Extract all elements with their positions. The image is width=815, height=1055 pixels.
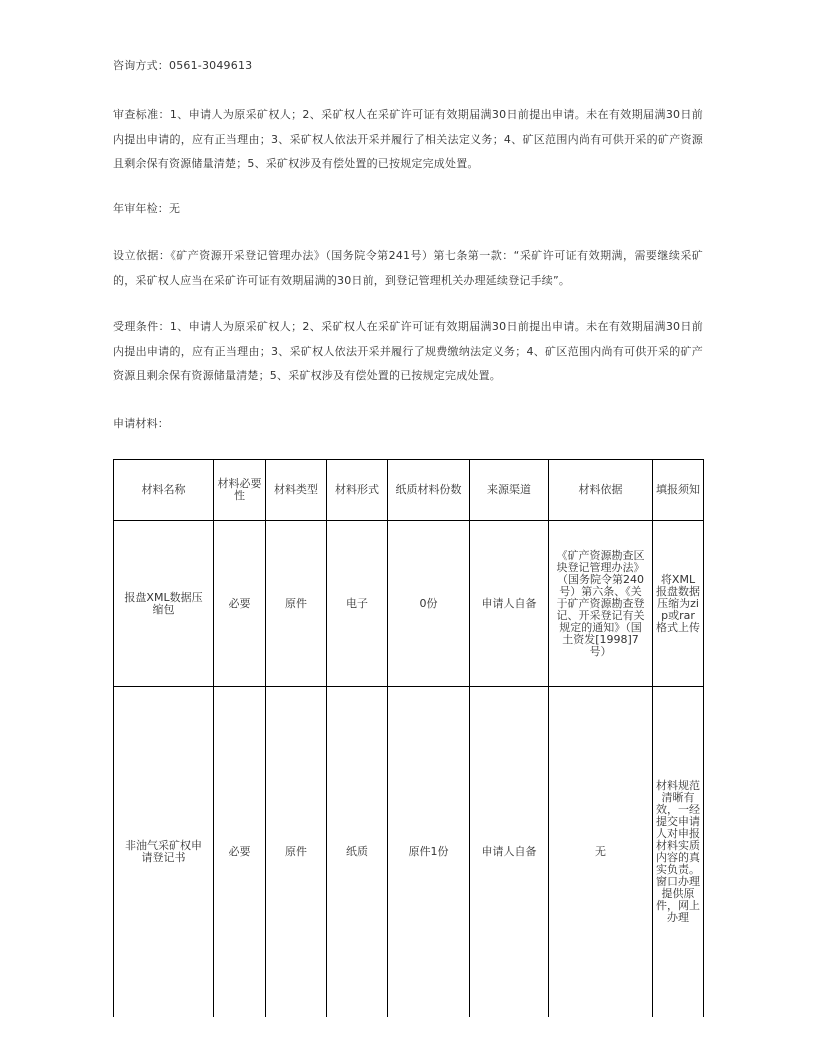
legal-basis-text: 《矿产资源开采登记管理办法》（国务院令第241号）第七条第一款：“采矿许可证有效期满，需要继续采矿的，采矿权人应当在采矿许可证有效期届满的30日前，到登记管理机关办理延续登记手续”。 xyxy=(113,249,703,287)
header-cell: 材料必要性 xyxy=(214,460,266,521)
annual-inspection-value: 无 xyxy=(169,202,181,215)
material-name-cell: 报盘XML数据压缩包 xyxy=(114,521,214,687)
material-type-cell: 原件 xyxy=(266,521,327,687)
filling-notes-cell: 材料规范清晰有效，一经提交申请人对申报材料实质内容的真实负责。窗口办理提供原件，网上办理 xyxy=(653,687,704,1018)
header-cell: 材料依据 xyxy=(549,460,653,521)
source-channel-cell: 申请人自备 xyxy=(470,521,549,687)
material-necessity-cell: 必要 xyxy=(214,687,266,1018)
paper-copies-cell: 原件1份 xyxy=(388,687,470,1018)
header-cell: 纸质材料份数 xyxy=(388,460,470,521)
header-cell: 材料形式 xyxy=(327,460,388,521)
material-basis-cell: 无 xyxy=(549,687,653,1018)
legal-basis xyxy=(113,244,703,293)
contact-phone: 0561-3049613 xyxy=(169,59,253,72)
material-name-cell: 非油气采矿权申请登记书 xyxy=(114,687,214,1018)
table-row xyxy=(114,521,704,687)
table-row xyxy=(114,687,704,1018)
annual-inspection xyxy=(113,197,703,222)
review-standard xyxy=(113,103,703,177)
materials-label: 申请材料： xyxy=(113,417,169,430)
materials-table xyxy=(113,459,704,1017)
material-necessity-cell: 必要 xyxy=(214,521,266,687)
contact-label: 咨询方式： xyxy=(113,59,169,72)
header-cell: 材料名称 xyxy=(114,460,214,521)
paper-copies-cell: 0份 xyxy=(388,521,470,687)
review-standard-label: 审查标准： xyxy=(113,108,170,121)
acceptance-conditions xyxy=(113,315,703,389)
review-standard-text: 1、申请人为原采矿权人；2、采矿权人在采矿许可证有效期届满30日前提出申请。未在有效期届满30日前内提出申请的，应有正当理由；3、采矿权人依法开采并履行了相关法定义务；4、矿区范围内尚有可供开采的矿产资源且剩余保有资源储量清楚；5、采矿权涉及有偿处置的已按规定完成处置。 xyxy=(113,108,703,170)
material-form-cell: 电子 xyxy=(327,521,388,687)
legal-basis-label: 设立依据： xyxy=(113,249,171,262)
acceptance-conditions-text: 1、申请人为原采矿权人；2、采矿权人在采矿许可证有效期届满30日前提出申请。未在有效期届满30日前内提出申请的，应有正当理由；3、采矿权人依法开采并履行了规费缴纳法定义务；4、矿区范围内尚有可供开采的矿产资源且剩余保有资源储量清楚；5、采矿权涉及有偿处置的已按规定完成处置。 xyxy=(113,320,703,382)
acceptance-conditions-label: 受理条件： xyxy=(113,320,170,333)
source-channel-cell: 申请人自备 xyxy=(470,687,549,1018)
table-header-row xyxy=(114,460,704,521)
contact-info xyxy=(113,54,703,79)
material-form-cell: 纸质 xyxy=(327,687,388,1018)
header-cell: 材料类型 xyxy=(266,460,327,521)
header-cell: 来源渠道 xyxy=(470,460,549,521)
material-type-cell: 原件 xyxy=(266,687,327,1018)
filling-notes-cell: 将XML报盘数据压缩为zip或rar格式上传 xyxy=(653,521,704,687)
header-cell: 填报须知 xyxy=(653,460,704,521)
material-basis-cell: 《矿产资源勘查区块登记管理办法》（国务院令第240号）第六条、《关于矿产资源勘查登记、开采登记有关规定的通知》（国土资发[1998]7号） xyxy=(549,521,653,687)
annual-inspection-label: 年审年检： xyxy=(113,202,169,215)
